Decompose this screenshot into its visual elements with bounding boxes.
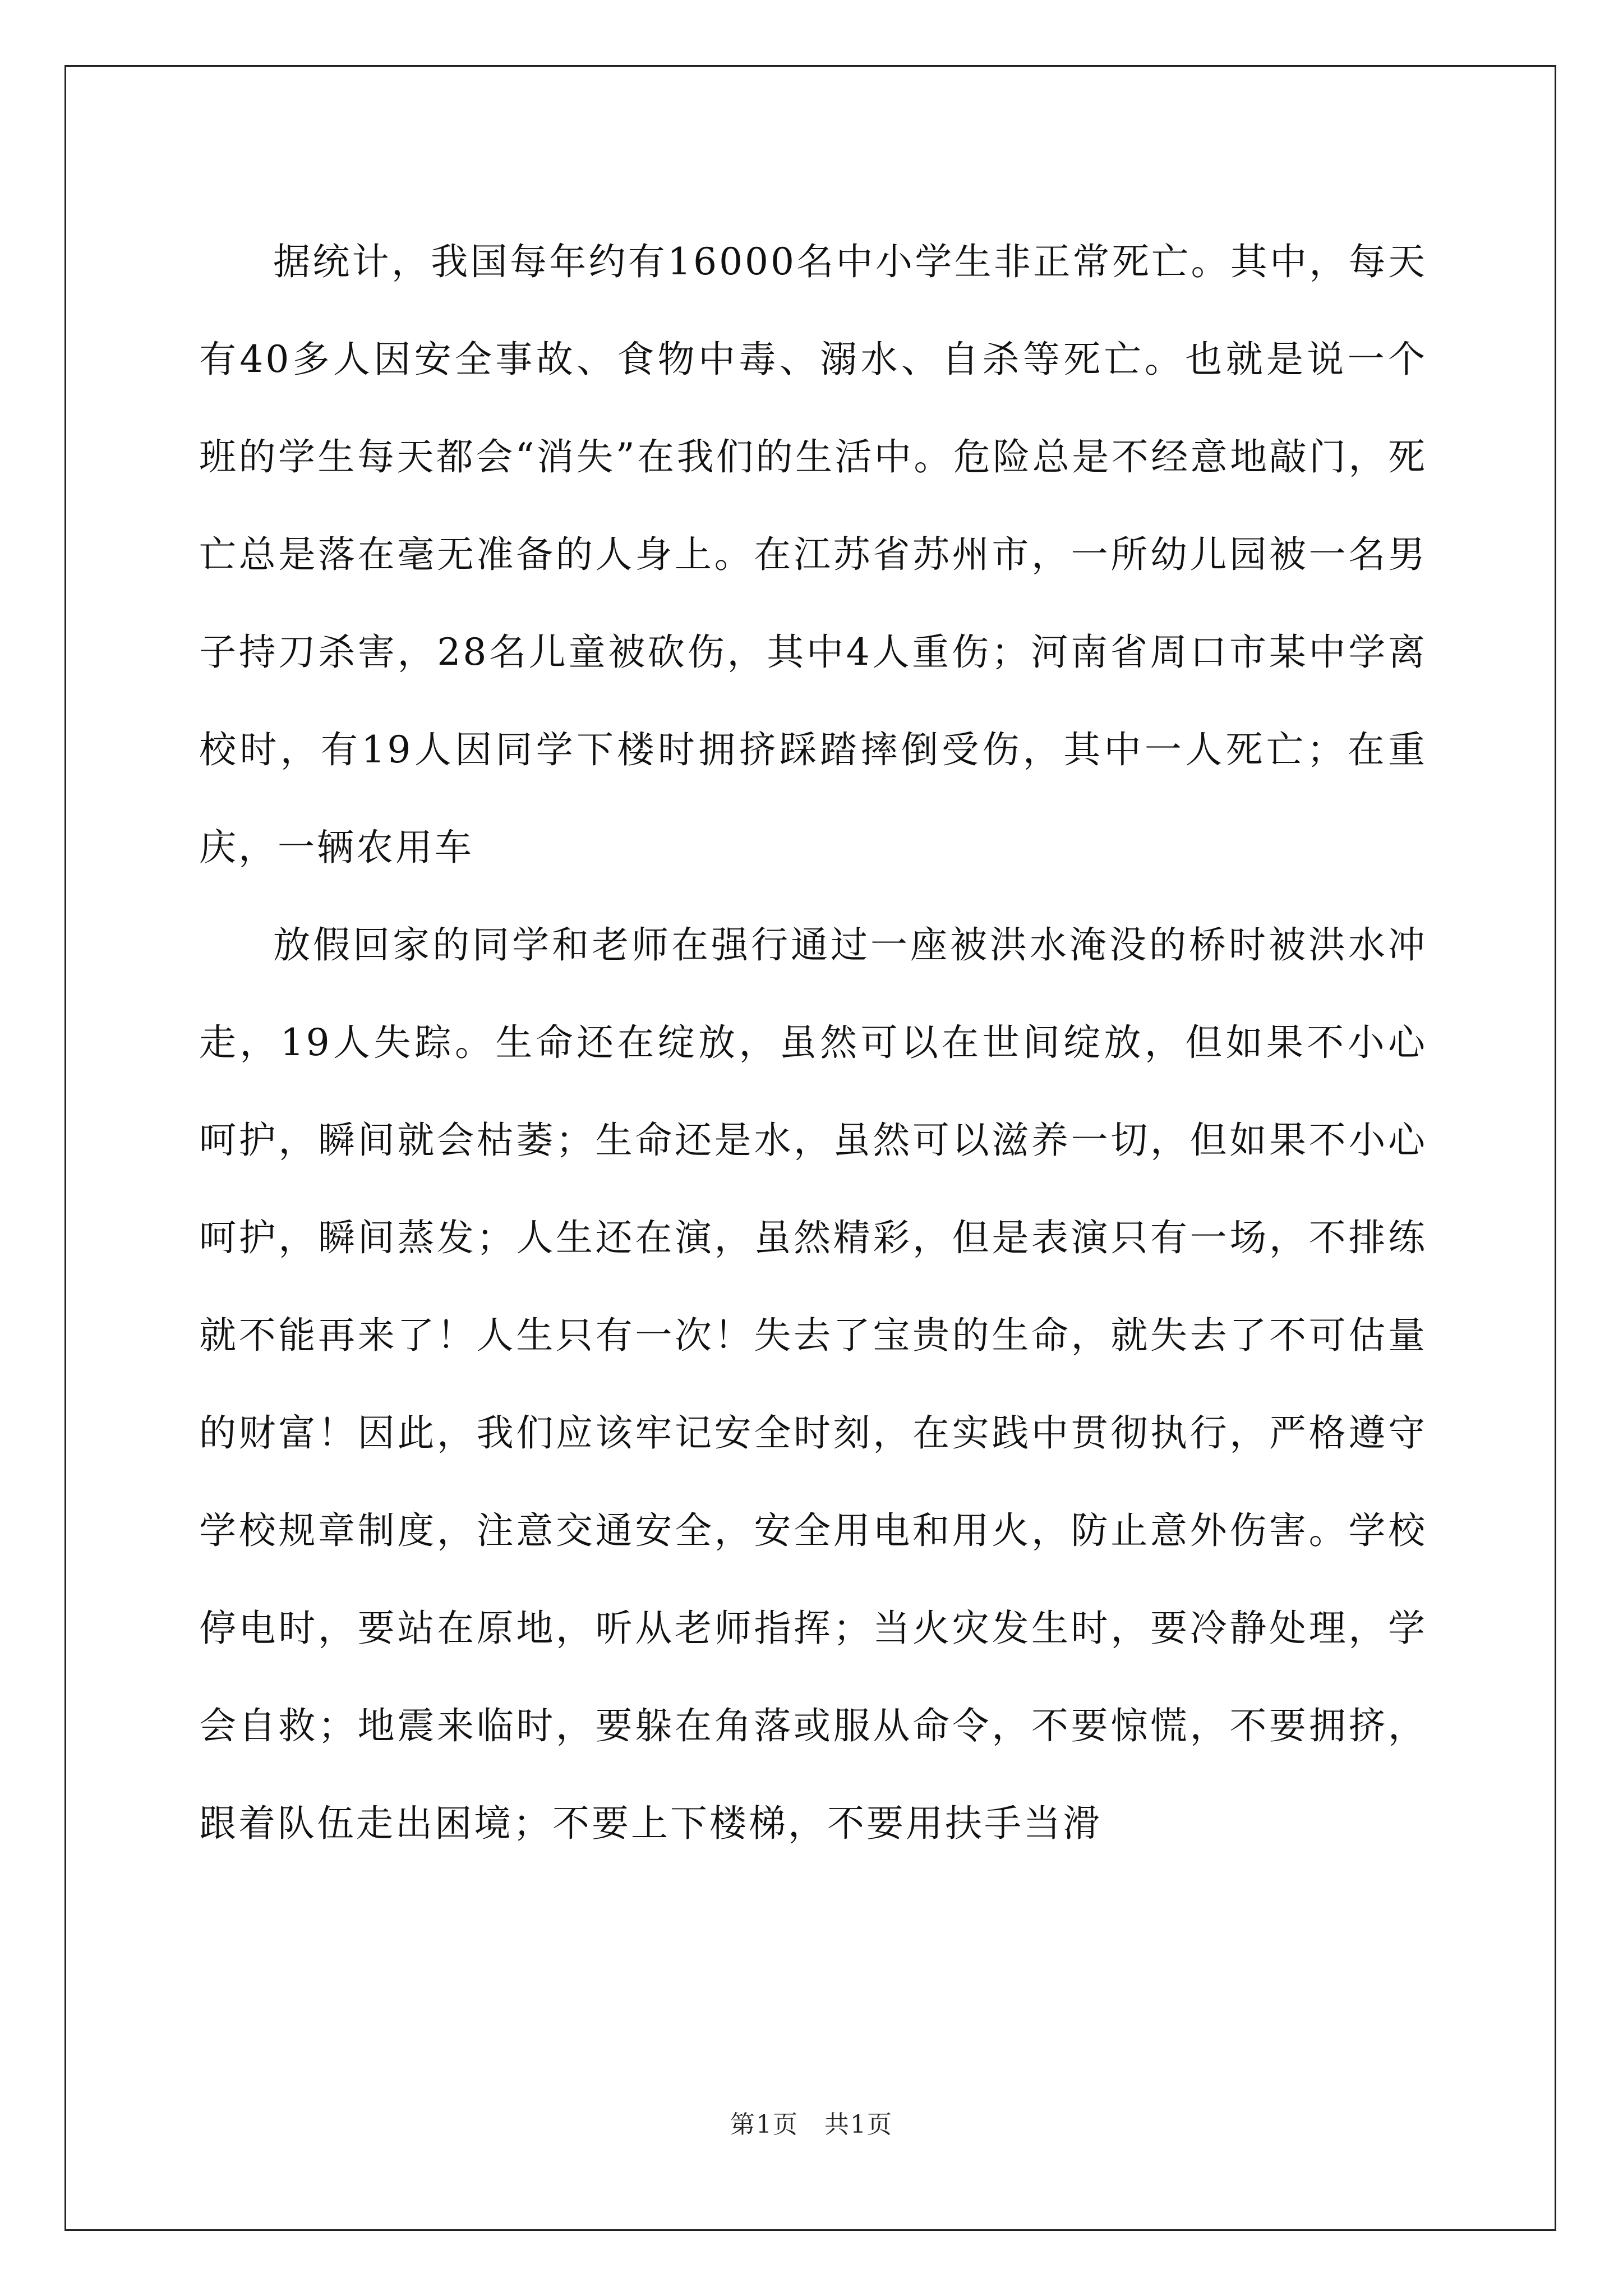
page-footer: 第1页 共1页 [730, 2110, 893, 2139]
document-body [199, 213, 1427, 1872]
paragraph-2: 放假回家的同学和老师在强行通过一座被洪水淹没的桥时被洪水冲走，19人失踪。生命还在绽放，虽然可以在世间绽放，但如果不小心呵护，瞬间就会枯萎；生命还是水，虽然可以滋养一切，但如果不小心呵护，瞬间蒸发；人生还在演，虽然精彩，但是表演只有一场，不排练就不能再来了！人生只有一次！失去了宝贵的生命，就失去了不可估量的财富！因此，我们应该牢记安全时刻，在实践中贯彻执行，严格遵守学校规章制度，注意交通安全，安全用电和用火，防止意外伤害。学校停电时，要站在原地，听从老师指挥；当火灾发生时，要冷静处理，学会自救；地震来临时，要躲在角落或服从命令，不要惊慌，不要拥挤，跟着队伍走出困境；不要上下楼梯，不要用扶手当滑 [199, 923, 1427, 1845]
paragraph-1: 据统计，我国每年约有16000名中小学生非正常死亡。其中，每天有40多人因安全事故、食物中毒、溺水、自杀等死亡。也就是说一个班的学生每天都会“消失”在我们的生活中。危险总是不经意地敲门，死亡总是落在毫无准备的人身上。在江苏省苏州市，一所幼儿园被一名男子持刀杀害，28名儿童被砍伤，其中4人重伤；河南省周口市某中学离校时，有19人因同学下楼时拥挤踩踏摔倒受伤，其中一人死亡；在重庆，一辆农用车 [199, 240, 1427, 869]
